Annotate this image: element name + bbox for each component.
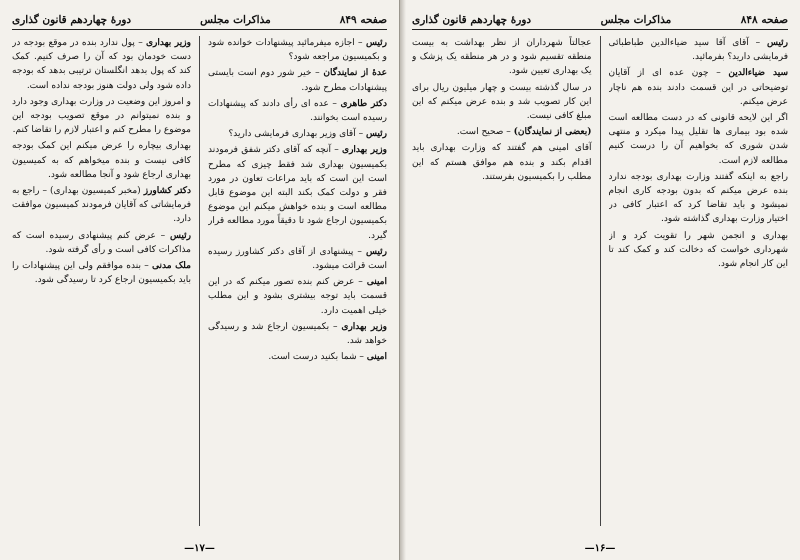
speaker-name: رئیس [365, 129, 387, 140]
right-page-columns [412, 36, 788, 526]
header-session: دورهٔ چهاردهم قانون گذاری [12, 14, 132, 26]
speaker-name: رئیس [365, 246, 387, 257]
header-title: مذاکرات مجلس [600, 14, 672, 26]
speaker-name: وزیر بهداری [342, 145, 387, 156]
speaker-name: رئیس [365, 38, 387, 48]
speaker-name: وزیر بهداری [145, 38, 191, 48]
page-number: صفحه ۸۴۸ [740, 14, 788, 26]
paragraph [12, 184, 191, 227]
paragraph-text: – صحیح است. [456, 127, 511, 138]
paragraph [208, 275, 387, 318]
speaker-name: دکتر طاهری [340, 98, 387, 109]
paragraph [412, 81, 592, 124]
column-rule [600, 36, 601, 526]
paragraph [609, 229, 789, 272]
paragraph-text: اگر این لایحه قانونی که در دست مطالعه است شده بود بیماری ها تقلیل پیدا میکرد و منتهی شدن شوری که بخواهیم آن را درست کنیم مطالعه لازم است. [608, 113, 788, 166]
paragraph-text: عجالتاً شهرداران از نظر بهداشت به بیست منطقه تقسیم شود و در هر منطقه یک پزشک و یک بهداری تعیین شود. [412, 38, 592, 77]
paragraph-text: – شما بکنید درست است. [268, 352, 364, 363]
left-page-right-column [208, 36, 387, 526]
paragraph [12, 259, 191, 287]
speaker-name: امینی [366, 277, 387, 288]
header-title: مذاکرات مجلس [200, 14, 271, 26]
paragraph-text: راجع به اینکه گفتند وزارت بهداری بودجه ندارد بنده عرض میکنم که بدون بودجه کاری انجام نمیشود و باید تقاضا کرد که اعتبار کافی در اختیار وزارت بهداری گذاشته شود. [608, 171, 788, 225]
right-page-header [412, 14, 788, 30]
paragraph-text: – عده ای رأی دادند که پیشنهادات رسیده است بخوانند. [208, 98, 387, 124]
paragraph [609, 36, 789, 64]
paragraph [208, 245, 387, 273]
paragraph [208, 97, 387, 125]
paragraph-text: در سال گذشته بیست و چهار میلیون ریال برای این کار تصویب شد و بنده عرض میکنم که این مبلغ کافی نیست. [412, 82, 592, 122]
paragraph-text: آقای امینی هم گفتند که وزارت بهداری باید اقدام بکند و بنده هم موافق هستم که این مطلب را بکمیسیون بفرستند. [412, 143, 592, 182]
paragraph [609, 66, 789, 109]
page-number: صفحه ۸۴۹ [339, 14, 387, 26]
paragraph-text: (مخبر کمیسیون بهداری) – راجع به فرمایشاتی که آقایان فرمودند کمیسیون موافقت دارد. [12, 186, 191, 225]
speaker-name: سید ضیاءالدین [728, 68, 788, 79]
paragraph [12, 139, 191, 182]
paragraph [208, 66, 387, 94]
paragraph-text: – چون عده ای از آقایان توضیحاتی در این قسمت دادند بنده هم ناچار عرض میکنم. [608, 68, 788, 107]
header-session: دورهٔ چهاردهم قانون گذاری [412, 14, 532, 26]
paragraph [12, 95, 191, 138]
paragraph [208, 127, 387, 141]
paragraph [412, 36, 592, 79]
right-page-left-column [412, 36, 592, 526]
paragraph-text: – پیشنهادی از آقای دکتر کشاورز رسیده است قرائت میشود. [208, 246, 387, 272]
paragraph [208, 143, 387, 242]
speaker-name: وزیر بهداری [341, 321, 387, 332]
paragraph [412, 141, 592, 184]
paragraph-text: – عرض کنم بنده تصور میکنم که در این قسمت باید توجه بیشتری بشود و این مطلب خیلی اهمیت دارد. [208, 277, 387, 316]
paragraph [12, 36, 191, 93]
speaker-name: رئیس [766, 38, 788, 48]
paragraph-text: – پول ندارد بنده در موقع بودجه در دست خودمان بود که آن را صرف کنیم. کمک کند که پول بدهد انگلستان ترتیبی بدهد که بودجه داده شود ولی دولت هنوز بودجه نداده است. [12, 38, 191, 91]
right-page [400, 0, 800, 560]
paragraph [12, 229, 191, 257]
right-page-right-column [609, 36, 789, 526]
paragraph [208, 320, 387, 348]
paragraph-text: – اجازه میفرمائید پیشنهادات خوانده شود و بکمیسیون مراجعه شود؟ [208, 38, 387, 63]
paragraph [609, 111, 789, 168]
paragraph-text: – بنده موافقم ولی این پیشنهادات را باید بکمیسیون ارجاع کرد تا رسیدگی شود. [12, 261, 191, 286]
speaker-name: (بعضی از نمایندگان) [513, 127, 592, 138]
paragraph [609, 170, 789, 227]
page-footer-number: —۱۶— [584, 543, 616, 554]
speaker-name: امینی [366, 352, 387, 363]
left-page-header [12, 14, 387, 30]
paragraph-text: – عرض کنم پیشنهادی رسیده است که مذاکرات کافی است و رأی گرفته شود. [12, 230, 191, 255]
speaker-name: رئیس [169, 230, 191, 241]
paragraph-text: – آنچه که آقای دکتر شفق فرمودند بکمیسیون بهداری شد فقط چیزی که مطرح است این است که باید مراعات تعاون در مورد فقر و دولت کمک بکند البته این موضوع قابل مطالعه است و بنده خواهش میکنم این موضوع بکمیسیون ارجاع شود تا دقیقاً مورد مطالعه قرار گیرد. [208, 145, 387, 241]
paragraph-text: – خیر شور دوم است بایستی پیشنهادات مطرح شود. [208, 68, 387, 93]
paragraph-text: بهداری بیچاره را عرض میکنم این کمک بودجه کافی نیست و بنده میخواهم که به کمیسیون بهداری ارجاع شود و آنجا مطالعه شود. [12, 141, 191, 180]
speaker-name: دکتر کشاورز [143, 186, 191, 197]
paragraph [208, 350, 387, 364]
paragraph-text: – آقای وزیر بهداری فرمایشی دارید؟ [228, 129, 364, 140]
paragraph-text: بهداری و انجمن شهر را تقویت کرد و از شهرداری خواست که دخالت کند و کمک کند تا این کار انجام شود. [608, 230, 788, 270]
page-gutter [400, 0, 406, 560]
paragraph-text: و امروز این وضعیت در وزارت بهداری وجود دارد و بنده نمیتوانم در موقع تصویب بودجه این موضوع را مطرح کنم و اعتبار لازم را تقاضا کنم. [12, 96, 191, 136]
left-page-columns [12, 36, 387, 526]
speaker-name: عدهٔ از نمایندگان [323, 68, 387, 79]
page-footer-number: —۱۷— [184, 543, 215, 554]
column-rule [199, 36, 200, 526]
left-page-left-column [12, 36, 191, 526]
paragraph-text: – بکمیسیون ارجاع شد و رسیدگی خواهد شد. [208, 321, 387, 347]
paragraph-text: – آقای آقا سید ضیاءالدین طباطبائی فرمایشی دارید؟ بفرمائید. [608, 38, 788, 63]
paragraph [412, 125, 592, 139]
paragraph [208, 36, 387, 64]
speaker-name: ملک مدنی [152, 261, 191, 272]
